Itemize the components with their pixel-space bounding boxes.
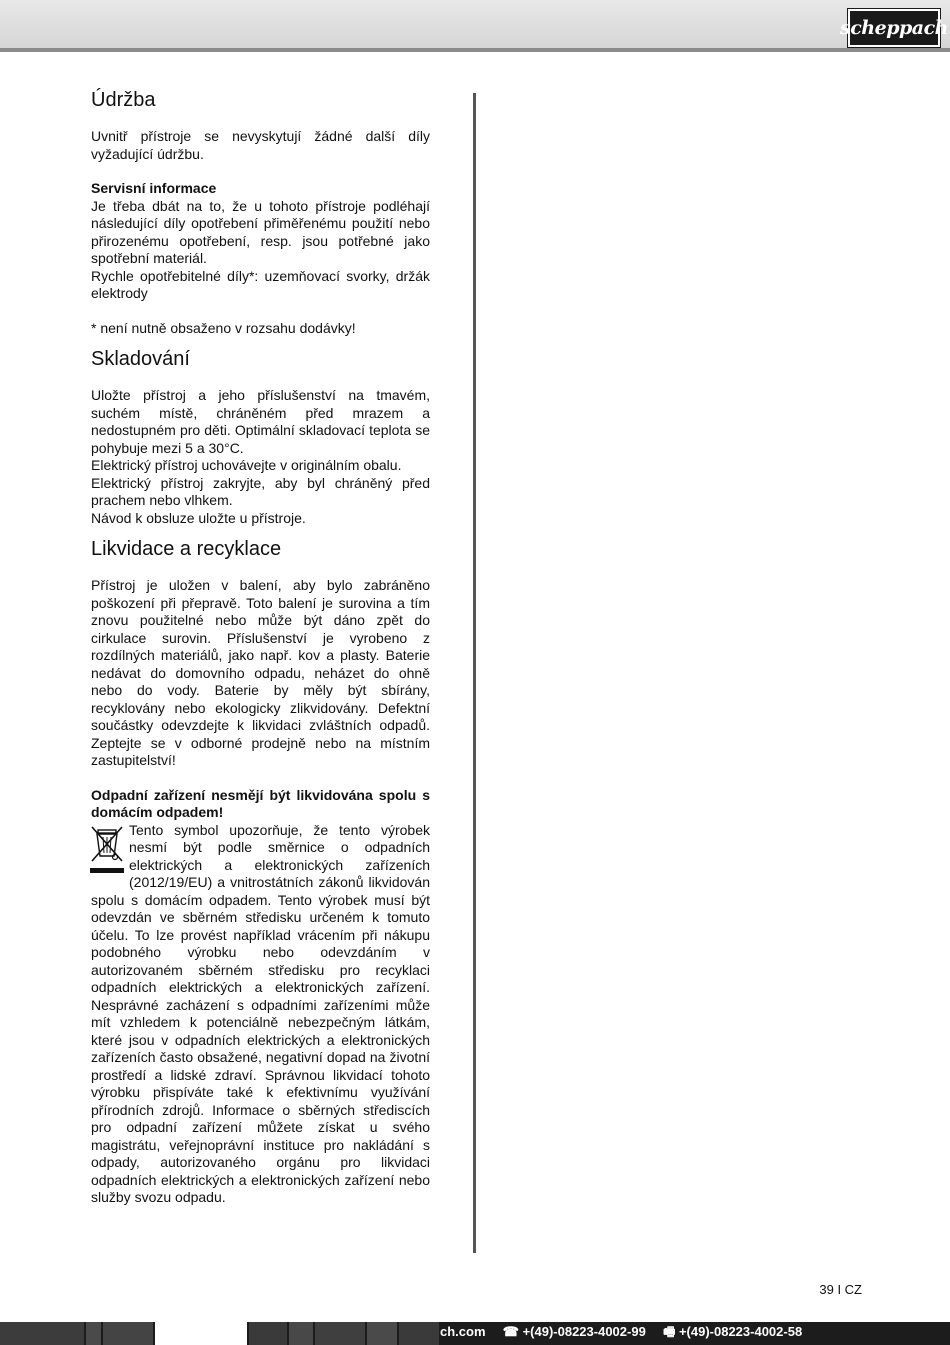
- page-number: 39 I CZ: [819, 1282, 862, 1297]
- footer-website[interactable]: ch.com: [440, 1324, 486, 1339]
- disposal-p1: Přístroj je uložen v balení, aby bylo zabráněno poškození při přepravě. Toto balení je surovina a tím znovu použitelné nebo může být dáno zpět do cirkulace surovin. Příslušenství je vyrobeno z rozdílných materiálů, jako např. kov a plasty. Baterie nedávat do domovního odpadu, neházet do ohně nebo do vody. Baterie by měly být sbírány, recyklovány nebo ekologicky zlikvidovány. Defektní součástky odevzdejte k likvidaci zvláštních odpadů. Zeptejte se v odborné prodejně nebo na místním zastupitelství!: [91, 577, 430, 768]
- weee-text: Tento symbol upozorňuje, že tento výrobek nesmí být podle směrnice o odpadních elektrických a elektronických zařízeních (2012/19/EU) a vnitrostátních zákonů likvidován spolu s domácím odpadem. Tento výrobek musí být odevzdán ve sběrném středisku určeném k tomuto účelu. To lze provést například vrácením při nákupu podobného výrobku nebo odevzdáním v autorizovaném sběrném středisku pro recyklaci odpadních elektrických a elektronických zařízení. Nesprávné zacházení s odpadními zařízeními může mít vzhledem k potenciálně nebezpečným látkám, které jsou v odpadních elektrických a elektronických zařízeních často obsažené, negativní dopad na životní prostředí a lidské zdraví. Správnou likvidací tohoto výrobku přispíváte také k efektivnímu využívání přírodních zdrojů. Informace o sběrných střediscích pro odpadní zařízení můžete získat u svého magistrátu, veřejnoprávní instituce pro nakládání s odpady, autorizovaného orgánu pro likvidaci odpadních elektrických a elektronických zařízení nebo služby svozu odpadu.: [91, 821, 430, 1205]
- service-info-title: Servisní informace: [91, 180, 217, 196]
- brand-logo: scheppach: [848, 9, 940, 47]
- wear-parts-text: Rychle opotřebitelné díly*: uzemňovací svorky, držák elektrody: [91, 267, 430, 301]
- storage-p1: Uložte přístroj a jeho příslušenství na tmavém, suchém místě, chráněném před mrazem a nedostupném pro děti. Optimální skladovací teplota se pohybuje mezi 5 a 30°C.: [91, 387, 430, 456]
- heading-storage: Skladování: [91, 348, 190, 370]
- storage-p2: Elektrický přístroj uchovávejte v originálním obalu.: [91, 457, 402, 473]
- disposal-warning: Odpadní zařízení nesmějí být likvidována spolu s domácím odpadem!: [91, 786, 430, 820]
- weee-block: [91, 822, 430, 1207]
- delivery-footnote: * není nutně obsaženo v rozsahu dodávky!: [91, 319, 356, 336]
- left-column: [91, 88, 430, 1207]
- column-divider: [473, 93, 476, 1253]
- footer-contact: [440, 1322, 802, 1345]
- crossed-out-wheelie-bin-icon: [89, 824, 125, 876]
- storage-p4: Návod k obsluze uložte u přístroje.: [91, 509, 306, 526]
- storage-p3: Elektrický přístroj zakryjte, aby byl chráněný před prachem nebo vlhkem.: [91, 474, 430, 508]
- maintenance-intro: Uvnitř přístroje se nevyskytují žádné další díly vyžadující údržbu.: [91, 128, 430, 162]
- footer-phone: ☎ +(49)-08223-4002-99: [502, 1324, 646, 1339]
- heading-maintenance: Údržba: [91, 89, 156, 111]
- footer-fax: 🖷 +(49)-08223-4002-58: [663, 1324, 803, 1339]
- header-band: [0, 0, 950, 52]
- service-info-text: Je třeba dbát na to, že u tohoto přístroje podléhají následující díly opotřebení přiměřenému použití nebo přirozenému opotřebení, resp. jsou potřebné jako spotřební materiál.: [91, 197, 430, 266]
- heading-disposal: Likvidace a recyklace: [91, 538, 282, 560]
